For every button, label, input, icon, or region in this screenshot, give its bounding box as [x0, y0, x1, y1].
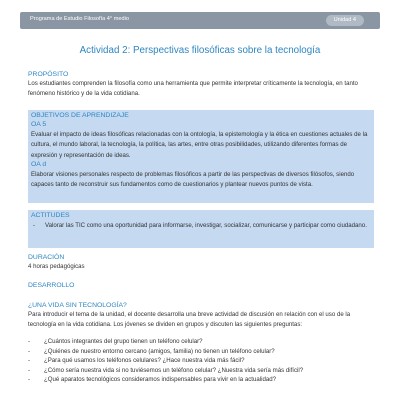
desarrollo-intro: Para introducir el tema de la unidad, el docente desarrolla una breve actividad de discusión en relación con el uso de la tecnología en la vida cotidiana. Los jóvenes se dividen en grupos y discuten las siguientes preguntas: [28, 311, 351, 329]
oad-text: Elaborar visiones personales respecto de problemas filosóficos a partir de las perspectivas de diversos filósofos, siendo capaces tanto de reconstruir sus fundamentos como de cuestionarios y plantear nuevos puntos de vista. [31, 171, 355, 189]
oad-code: OA d [31, 161, 47, 168]
question-text: ¿Cómo sería nuestra vida si no tuviésemos un teléfono celular? ¿Nuestra vida sería más difícil? [44, 366, 304, 374]
unit-badge: Unidad 4 [326, 15, 364, 26]
bullet-dash: - [28, 338, 31, 345]
duracion-heading: DURACIÓN [28, 254, 65, 261]
activity-title: Actividad 2: Perspectivas filosóficas sobre la tecnología [79, 45, 321, 56]
list-item [28, 347, 374, 357]
list-item [28, 375, 374, 385]
question-text: ¿Quiénes de nuestro entorno cercano (amigos, familia) no tienen un teléfono celular? [44, 347, 275, 355]
list-item [28, 356, 374, 366]
proposito-text: Los estudiantes comprenden la filosofía como una herramienta que permite interpretar críticamente la tecnología, en tanto fenómeno histórico y de la vida cotidiana. [28, 80, 358, 98]
actitudes-text: Valorar las TIC como una oportunidad para informarse, investigar, socializar, comunicarse y participar como ciudadano. [45, 222, 367, 229]
bullet-dash: - [33, 222, 36, 229]
bullet-dash: - [28, 366, 31, 374]
program-title: Programa de Estudio Filosofía 4° medio [30, 16, 129, 22]
bullet-dash: - [28, 376, 31, 384]
oa5-code: OA 5 [31, 121, 47, 128]
question-text: ¿Qué aparatos tecnológicos consideramos indispensables para vivir en la actualidad? [44, 376, 277, 384]
objetivos-box [28, 110, 374, 203]
oa5-text: Evaluar el impacto de ideas filosóficas relacionadas con la ontología, la epistemología y la ética en cuestiones actuales de la cultura, el mundo laboral, la tecnología, la política, las artes, entre otras posibilidades, utilizando diferentes formas de expresión y representación de ideas. [31, 131, 368, 159]
proposito-heading: PROPÓSITO [28, 71, 69, 78]
desarrollo-heading: DESARROLLO [28, 282, 75, 289]
actitudes-box [28, 210, 374, 248]
question-text: ¿Para qué usamos los teléfonos celulares? ¿Hace nuestra vida más fácil? [44, 357, 245, 365]
list-item [28, 337, 374, 347]
duracion-text: 4 horas pedagógicas [28, 263, 85, 270]
page-header [20, 12, 380, 29]
bullet-dash: - [28, 357, 31, 365]
list-item [28, 366, 374, 376]
desarrollo-subheading: ¿UNA VIDA SIN TECNOLOGÍA? [28, 302, 127, 309]
questions-list [28, 337, 374, 385]
question-text: ¿Cuántos integrantes del grupo tienen un teléfono celular? [44, 338, 203, 345]
objetivos-heading: OBJETIVOS DE APRENDIZAJE [31, 112, 129, 119]
actitudes-heading: ACTITUDES [31, 212, 70, 219]
bullet-dash: - [28, 347, 31, 355]
